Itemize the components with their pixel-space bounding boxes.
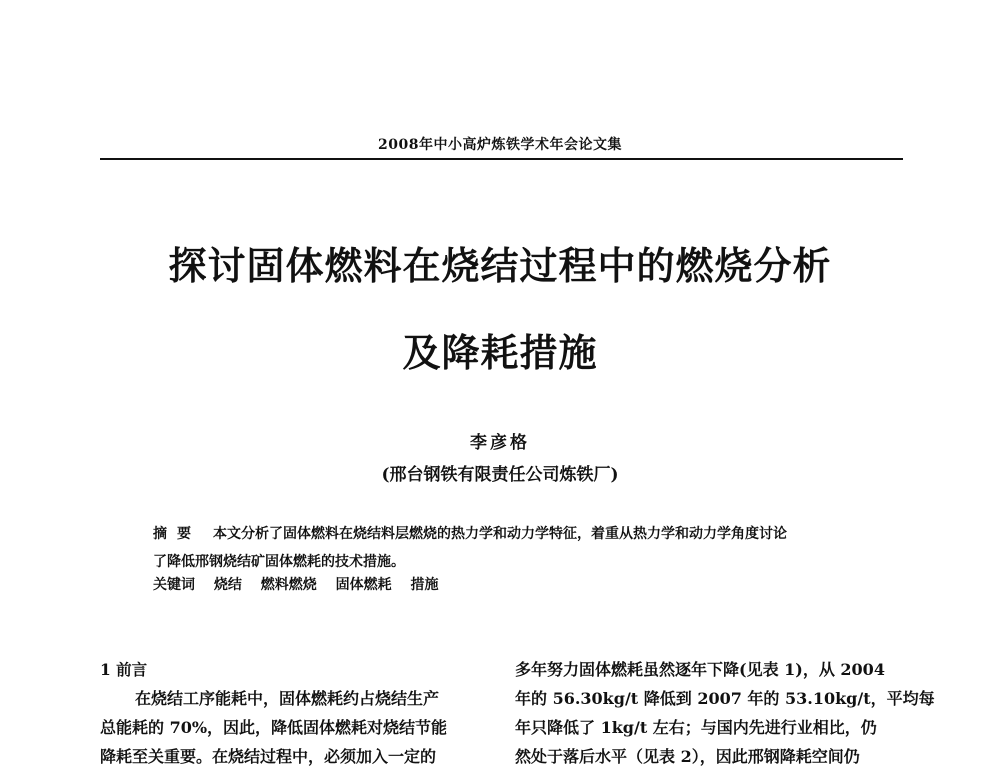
body-line: 年只降低了 1kg/t 左右；与国内先进行业相比，仍 <box>515 718 877 737</box>
body-line: 在烧结工序能耗中，固体燃耗约占烧结生产 <box>135 689 440 708</box>
body-left-column <box>100 655 475 771</box>
abstract-line-1 <box>153 520 853 548</box>
paper-title-line-1: 探讨固体燃料在烧结过程中的燃烧分析 <box>168 243 832 288</box>
abstract <box>153 520 853 576</box>
keywords-label: 关键词 <box>153 577 195 593</box>
author-affiliation: (邢台钢铁有限责任公司炼铁厂) <box>381 465 619 485</box>
keyword-item: 烧结 <box>213 577 242 593</box>
abstract-text-1: 本文分析了固体燃料在烧结料层燃烧的热力学和动力学特征，着重从热力学和动力学角度讨论 <box>213 526 787 542</box>
author-name: 李彦格 <box>470 433 530 453</box>
paper-title-line-2: 及降耗措施 <box>402 330 598 375</box>
keyword-item: 措施 <box>410 577 439 593</box>
header-rule <box>100 158 903 160</box>
keywords <box>153 574 453 594</box>
abstract-line-2: 了降低邢钢烧结矿固体燃耗的技术措施。 <box>153 554 405 570</box>
body-line: 然处于落后水平（见表 2），因此邢钢降耗空间仍 <box>515 747 860 766</box>
keyword-item: 固体燃耗 <box>335 577 392 593</box>
body-line: 降耗至关重要。在烧结过程中，必须加入一定的 <box>100 747 437 766</box>
running-head: 2008年中小高炉炼铁学术年会论文集 <box>378 137 622 153</box>
body-line: 多年努力固体燃耗虽然逐年下降(见表 1)，从 2004 <box>515 660 885 679</box>
section-heading-introduction: 1 前言 <box>100 660 148 679</box>
body-line: 年的 56.30kg/t 降低到 2007 年的 53.10kg/t，平均每 <box>515 689 935 708</box>
body-line: 总能耗的 70%，因此，降低固体燃耗对烧结节能 <box>100 718 448 737</box>
body-right-column <box>515 655 935 771</box>
keyword-item: 燃料燃烧 <box>260 577 317 593</box>
abstract-label: 摘要 <box>153 526 201 542</box>
